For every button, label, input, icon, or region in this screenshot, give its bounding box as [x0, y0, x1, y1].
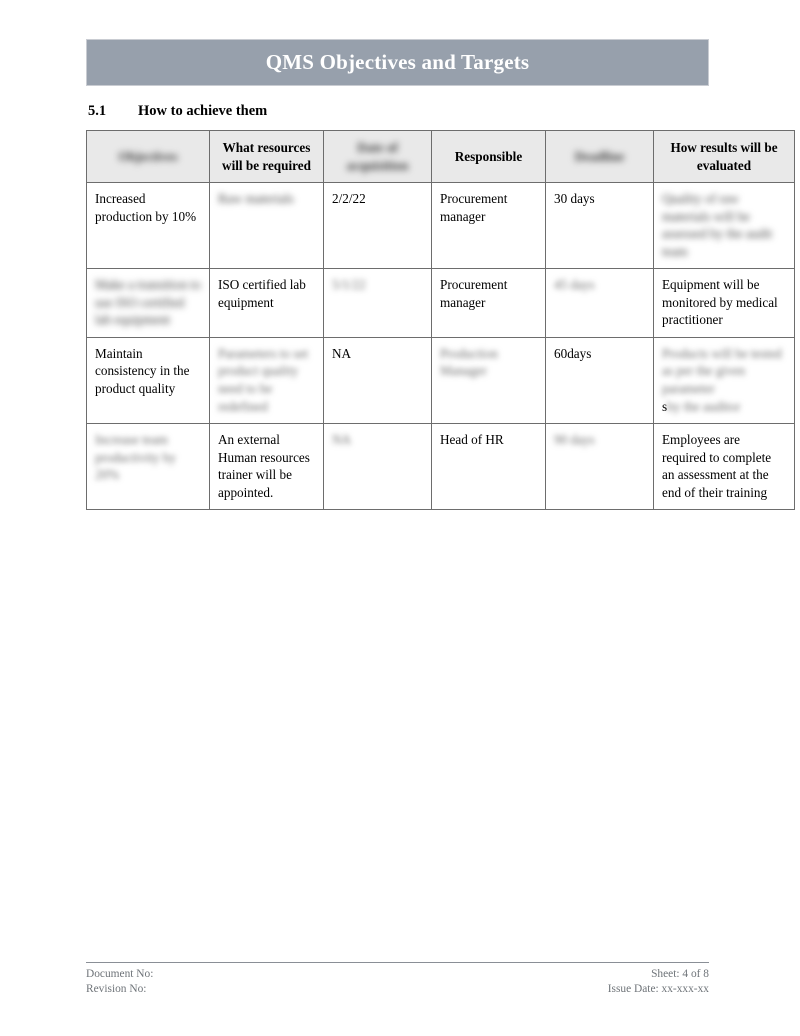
cell-objectives: [87, 424, 210, 510]
page-footer: [86, 967, 709, 996]
cell-responsible: [432, 337, 546, 423]
table-row: [87, 269, 795, 338]
cell-resources: [210, 183, 324, 269]
column-header-objectives: [87, 131, 210, 183]
cell-date-of-acquisition: [324, 183, 432, 269]
cell-date-of-acquisition: [324, 424, 432, 510]
cell-deadline-text: 90 days: [554, 432, 595, 448]
cell-date-of-acquisition-text: 2/2/22: [332, 191, 366, 207]
cell-deadline: [546, 424, 654, 510]
column-header-deadline: [546, 131, 654, 183]
footer-document-no: Document No:: [86, 968, 154, 980]
column-header-deadline-label: Deadline: [574, 148, 625, 164]
cell-responsible-text: Production Manager: [440, 345, 498, 379]
table-row: [87, 424, 795, 510]
cell-deadline: [546, 269, 654, 338]
footer-sheet-number: Sheet: 4 of 8: [651, 968, 709, 980]
cell-resources-text: Parameters to set product quality need to be redefined: [218, 345, 309, 414]
objectives-table: [86, 130, 795, 510]
cell-date-of-acquisition: [324, 269, 432, 338]
cell-resources-text: Raw materials: [218, 191, 294, 207]
table-header: [87, 131, 795, 183]
cell-resources-text: An external Human resources trainer will be appointed.: [218, 432, 310, 500]
cell-date-of-acquisition-text: NA: [332, 432, 352, 448]
cell-deadline-text: 60days: [554, 345, 592, 361]
document-title-banner: [86, 39, 709, 86]
column-header-resources-label: What resources will be required: [222, 140, 311, 173]
footer-left: [86, 967, 153, 996]
cell-evaluation-tail2: by the auditor: [667, 398, 741, 414]
cell-deadline-text: 30 days: [554, 191, 595, 207]
cell-objectives-text: Increased production by 10%: [95, 191, 197, 224]
cell-responsible-text: Procurement manager: [440, 277, 508, 310]
column-header-evaluation-label: How results will be evaluated: [670, 140, 778, 173]
page-title: QMS Objectives and Targets: [265, 50, 530, 74]
cell-evaluation-text: Employees are required to complete an assessment at the end of their training: [662, 432, 772, 500]
cell-evaluation: [654, 424, 795, 510]
cell-resources: [210, 424, 324, 510]
table-row: [87, 337, 795, 423]
cell-objectives-text: Increase team productivity by 20%: [95, 432, 176, 483]
cell-objectives-text: Maintain consistency in the product quality: [95, 345, 190, 397]
cell-evaluation-text: Products will be tested as per the given parameter: [662, 345, 782, 397]
cell-date-of-acquisition-text: NA: [332, 345, 352, 361]
footer-issue-date: Issue Date: xx-xxx-xx: [607, 982, 709, 995]
cell-date-of-acquisition: [324, 337, 432, 423]
cell-deadline: [546, 183, 654, 269]
cell-evaluation: [654, 337, 795, 423]
footer-right: [608, 967, 709, 996]
cell-deadline-text: 45 days: [554, 277, 595, 293]
section-number: 5.1: [88, 103, 107, 119]
cell-date-of-acquisition-text: 5/1/22: [332, 277, 366, 293]
cell-responsible: [432, 269, 546, 338]
cell-resources: [210, 269, 324, 338]
column-header-resources: [210, 131, 324, 183]
section-heading: [88, 103, 267, 120]
cell-responsible: [432, 183, 546, 269]
section-title: How to achieve them: [138, 103, 268, 119]
column-header-responsible-label: Responsible: [454, 148, 523, 164]
column-header-date-of-acquisition-label: Date of acquisition: [346, 140, 409, 173]
cell-objectives: [87, 183, 210, 269]
column-header-evaluation: [654, 131, 795, 183]
cell-deadline: [546, 337, 654, 423]
cell-evaluation: [654, 269, 795, 338]
cell-responsible: [432, 424, 546, 510]
footer-revision-no: Revision No:: [86, 982, 147, 995]
footer-divider: [86, 962, 709, 963]
column-header-objectives-label: Objectives: [118, 148, 178, 164]
cell-objectives: [87, 337, 210, 423]
cell-objectives-text: Make a transition to use ISO certified lab equipment: [95, 277, 201, 328]
cell-evaluation-tail: s: [662, 398, 668, 414]
cell-evaluation: [654, 183, 795, 269]
column-header-responsible: [432, 131, 546, 183]
table-body: [87, 183, 795, 510]
cell-evaluation-text: Equipment will be monitored by medical practitioner: [662, 277, 778, 328]
cell-resources: [210, 337, 324, 423]
cell-resources-text: ISO certified lab equipment: [218, 277, 306, 310]
table-header-row: [87, 131, 795, 183]
cell-objectives: [87, 269, 210, 338]
cell-evaluation-text: Quality of raw materials will be assessed by the audit team: [662, 191, 773, 259]
column-header-date-of-acquisition: [324, 131, 432, 183]
table-row: [87, 183, 795, 269]
cell-responsible-text: Procurement manager: [440, 191, 508, 224]
cell-responsible-text: Head of HR: [440, 432, 504, 448]
